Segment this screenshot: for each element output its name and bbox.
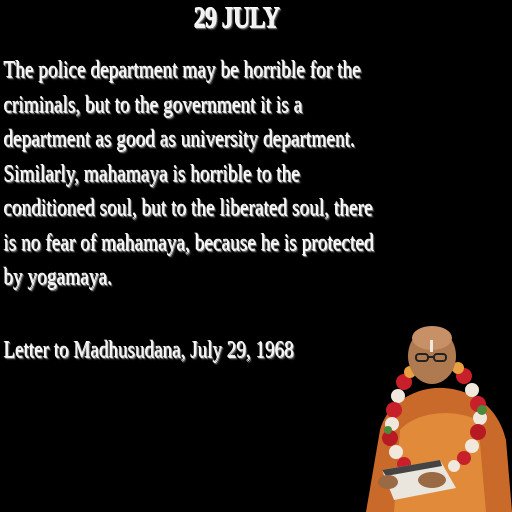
quote-line: Similarly, mahamaya is horrible to the	[4, 160, 301, 188]
quote-line: criminals, but to the government it is a	[4, 91, 303, 119]
quote-line: department as good as university department.	[4, 126, 356, 153]
portrait-image	[360, 320, 512, 512]
quote-line: The police department may be horrible for the	[4, 57, 362, 84]
date-heading: 29 JULY	[194, 0, 280, 35]
quote-line: by yogamaya.	[4, 264, 113, 291]
quote-source: Letter to Madhusudana, July 29, 1968	[4, 337, 295, 364]
quote-text	[4, 54, 478, 296]
quote-line: conditioned soul, but to the liberated soul, there	[4, 195, 374, 222]
quote-line: is no fear of mahamaya, because he is protected	[4, 229, 375, 257]
